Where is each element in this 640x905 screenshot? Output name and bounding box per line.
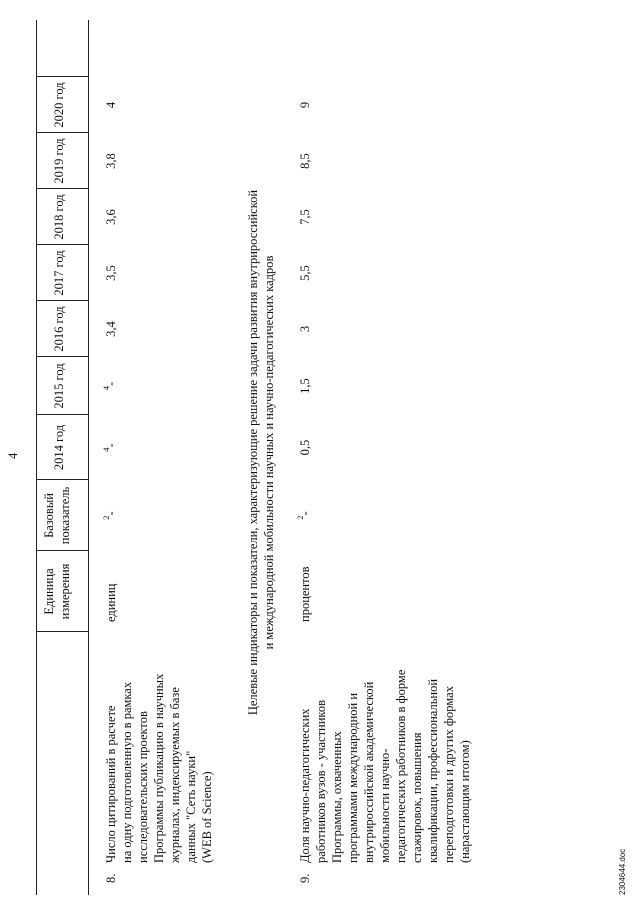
header-year-2018: 2018 год: [52, 194, 66, 240]
row-8-number: 8.: [104, 873, 118, 883]
row-9-value-2019: 8,5: [298, 153, 312, 169]
row-9-label-line: внутрироссийской академической: [362, 681, 376, 863]
header-base-line-2: показатель: [58, 486, 72, 545]
row-8-unit: единиц: [104, 583, 118, 622]
row-9-value-2017: 5,5: [298, 265, 312, 281]
section-title-line-1: Целевые индикаторы и показатели, характеризующие решение задачи развития внутрироссийской: [246, 189, 260, 716]
row-8-value-2017: 3,5: [104, 265, 118, 281]
header-year-2016: 2016 год: [52, 306, 66, 352]
row-9-label-line: стажировок, повышения: [410, 732, 424, 863]
row-9-label-line: Доля научно-педагогических: [298, 708, 312, 863]
row-8-label-line: исследовательских проектов: [136, 711, 150, 863]
row-8-value-2016: 3,4: [104, 321, 118, 337]
row-9-unit: процентов: [298, 566, 312, 622]
row-9-label-line: Программы, охваченных: [330, 731, 344, 863]
row-9-base-note: $^2$-: [295, 511, 312, 520]
row-8-label-line: данных "Сеть науки": [184, 750, 198, 863]
row-9-value-2018: 7,5: [298, 209, 312, 225]
row-8-2015-note: $^4$-: [101, 381, 118, 391]
table-header-rule: [88, 20, 89, 895]
row-8-base-note: $^2$-: [101, 511, 118, 520]
row-9-value-2016: 3: [298, 325, 312, 333]
row-9-label-line: программами международной и: [346, 692, 360, 863]
row-8-label-line: Программы публикацию в научных: [152, 673, 166, 863]
row-9-label-line: переподготовки и других формах: [442, 686, 456, 863]
row-9-value-2020: 9: [298, 101, 312, 109]
row-8-value-2018: 3,6: [104, 209, 118, 225]
header-year-2019: 2019 год: [52, 138, 66, 184]
section-title-line-2: и международной мобильности научных и научно-педагогических кадров: [262, 255, 276, 650]
page-number: 4: [6, 452, 20, 459]
row-9-value-2015: 1,5: [298, 378, 312, 394]
row-9-label-line: квалификации, профессиональной: [426, 678, 440, 863]
row-9-number: 9.: [298, 873, 312, 883]
header-year-2014: 2014 год: [52, 424, 66, 471]
row-9-value-2014: 0,5: [298, 439, 312, 456]
row-8-label-line: на одну подготовленную в рамках: [120, 681, 134, 863]
footer-file-code: 2304644.doc: [618, 848, 627, 895]
row-8-label-line: журналах, индексируемых в базе: [168, 687, 182, 863]
row-8-label-line: (WEB of Science): [200, 771, 214, 863]
row-8-2014-note: $^4$-: [101, 443, 118, 452]
header-year-2015: 2015 год: [52, 363, 66, 409]
table-top-rule: [36, 20, 37, 895]
row-8-value-2019: 3,8: [104, 153, 118, 169]
row-9-label-line: работников вузов - участников: [314, 699, 328, 863]
row-9-label-line: мобильности научно-: [378, 748, 392, 863]
row-8-label-line: Число цитирований в расчете: [104, 705, 118, 863]
row-9-label-line: (нарастающим итогом): [458, 740, 472, 863]
header-year-2017: 2017 год: [52, 250, 66, 296]
row-9-label-line: педагогических работников в форме: [394, 669, 408, 863]
header-base-line-1: Базовый: [42, 493, 56, 538]
header-unit-line-2: измерения: [58, 563, 72, 620]
header-unit-line-1: Единица: [42, 568, 56, 615]
row-8-value-2020: 4: [104, 101, 118, 109]
header-year-2020: 2020 год: [52, 82, 66, 128]
